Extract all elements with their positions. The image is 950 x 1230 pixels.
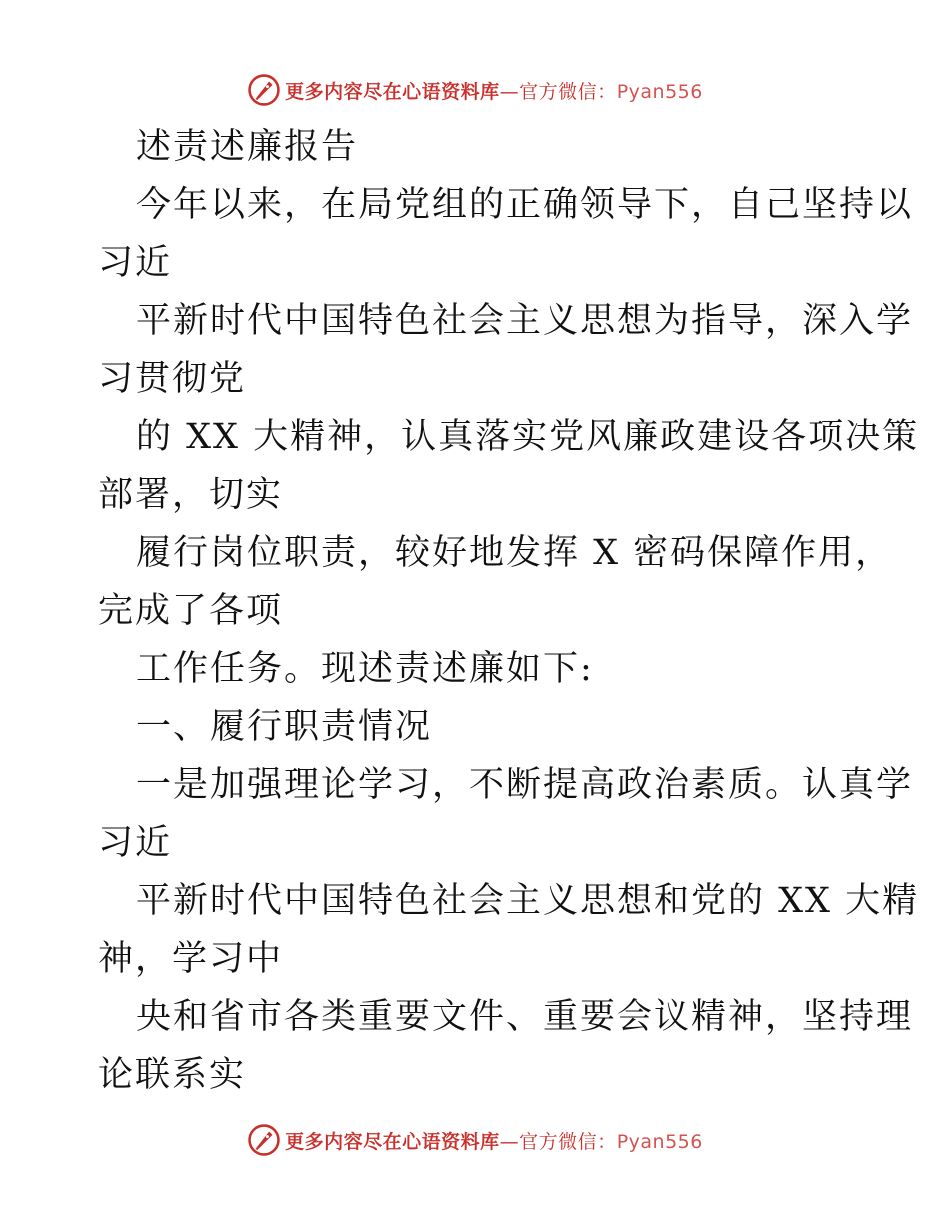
text-line: 部署，切实: [98, 475, 284, 515]
text-line: 神，学习中: [98, 939, 284, 979]
text-line: 完成了各项: [98, 591, 284, 631]
header-banner: [0, 70, 950, 110]
text-line: 今年以来，在局党组的正确领导下，自己坚持以: [136, 185, 914, 225]
text-line: 一、履行职责情况: [136, 707, 433, 747]
text-line: 习贯彻党: [98, 359, 247, 399]
text-line: 的 XX 大精神，认真落实党风廉政建设各项决策: [136, 417, 920, 457]
text-line: 央和省市各类重要文件、重要会议精神，坚持理: [136, 997, 914, 1037]
text-line: 一是加强理论学习，不断提高政治素质。认真学: [136, 765, 914, 805]
text-line: 论联系实: [98, 1055, 247, 1095]
banner-wechat-label: 官方微信：: [519, 1130, 617, 1153]
text-line: 平新时代中国特色社会主义思想和党的 XX 大精: [136, 881, 920, 921]
banner-separator: —: [499, 1130, 520, 1153]
text-line: 平新时代中国特色社会主义思想为指导，深入学: [136, 301, 914, 341]
banner-text: [285, 1127, 703, 1154]
banner-wechat-id: Pyan556: [616, 1130, 703, 1153]
banner-main-text: 更多内容尽在心语资料库: [285, 80, 500, 103]
text-line: 履行岗位职责，较好地发挥 X 密码保障作用，: [136, 533, 893, 573]
banner-separator: —: [499, 80, 520, 103]
banner-wechat-label: 官方微信：: [519, 80, 617, 103]
text-line: 习近: [98, 823, 173, 863]
banner-wechat-id: Pyan556: [616, 80, 703, 103]
document-title: 述责述廉报告: [136, 127, 359, 167]
banner-text: [285, 77, 703, 104]
fountain-pen-nib-logo-icon: [247, 73, 281, 107]
banner-main-text: 更多内容尽在心语资料库: [285, 1130, 500, 1153]
footer-banner: [0, 1120, 950, 1160]
document-body: [98, 118, 920, 1104]
text-line: 工作任务。现述责述廉如下:: [136, 649, 594, 689]
text-line: 习近: [98, 243, 173, 283]
fountain-pen-nib-logo-icon: [247, 1123, 281, 1157]
